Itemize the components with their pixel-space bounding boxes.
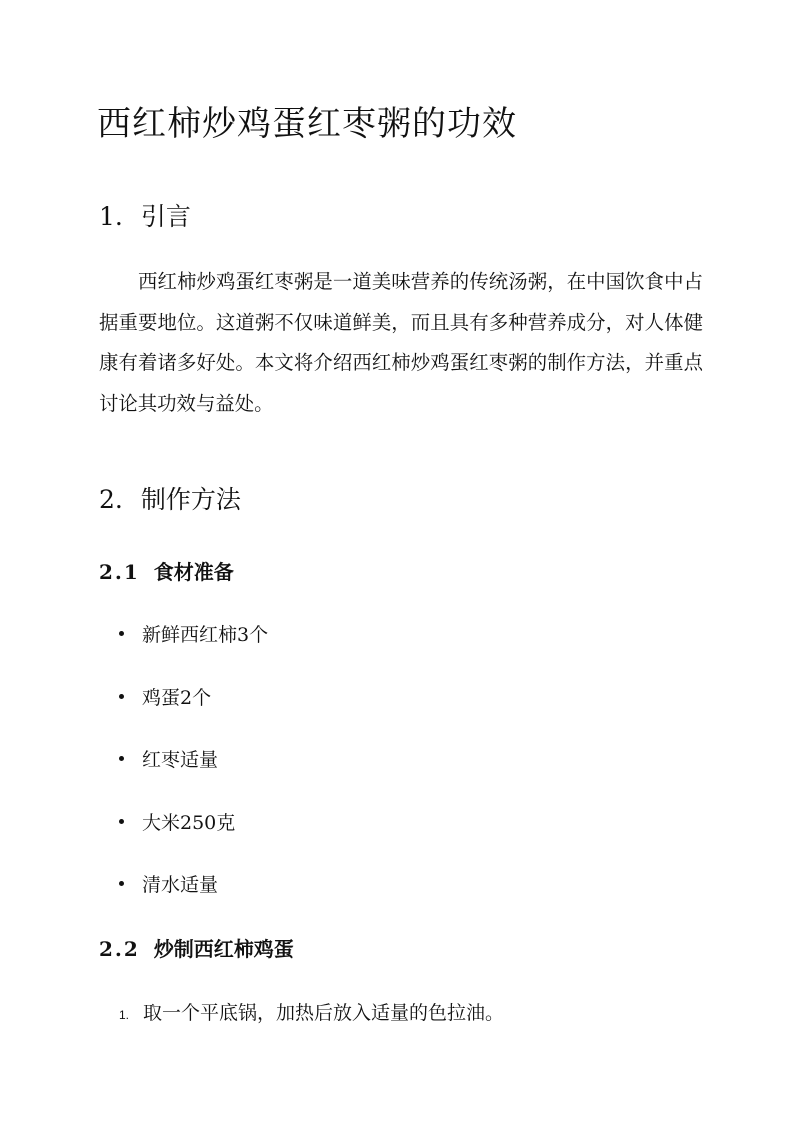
subsection-title: 食材准备 [153,560,234,584]
bullet-dot [119,631,124,636]
step-text: 取一个平底锅，加热后放入适量的色拉油。 [143,1002,505,1024]
section-title: 引言 [140,202,191,231]
subsection-number: 2.1 [99,560,140,584]
list-item [119,620,268,647]
list-item [119,870,218,897]
subsection-heading-ingredients [99,556,234,585]
section-heading-method [99,480,241,516]
section-title: 制作方法 [140,485,241,514]
subsection-number: 2.2 [99,937,140,961]
subsection-title: 炒制西红柿鸡蛋 [153,937,294,961]
list-item-text: 红枣适量 [142,749,219,771]
document-title: 西红柿炒鸡蛋红枣粥的功效 [97,104,517,144]
bullet-dot [119,756,124,761]
subsection-heading-stir-fry [99,933,294,962]
list-item [119,998,504,1025]
list-item [119,683,211,710]
list-item-text: 大米250克 [142,812,236,834]
step-number: 1. [119,1008,130,1022]
section-heading-introduction [99,197,191,233]
bullet-dot [119,694,124,699]
bullet-dot [119,881,124,886]
list-item-text: 鸡蛋2个 [142,687,212,709]
section-number: 2. [99,485,123,514]
list-item-text: 新鲜西红柿3个 [142,624,269,646]
introduction-paragraph: 西红柿炒鸡蛋红枣粥是一道美味营养的传统汤粥，在中国饮食中占据重要地位。这道粥不仅味道鲜美，而且具有多种营养成分，对人体健康有着诸多好处。本文将介绍西红柿炒鸡蛋红枣粥的制作方法，并重点讨论其功效与益处。 [99,270,703,416]
list-item-text: 清水适量 [142,874,219,896]
bullet-dot [119,819,124,824]
list-item [119,745,218,772]
list-item [119,808,235,835]
section-number: 1. [99,202,123,231]
